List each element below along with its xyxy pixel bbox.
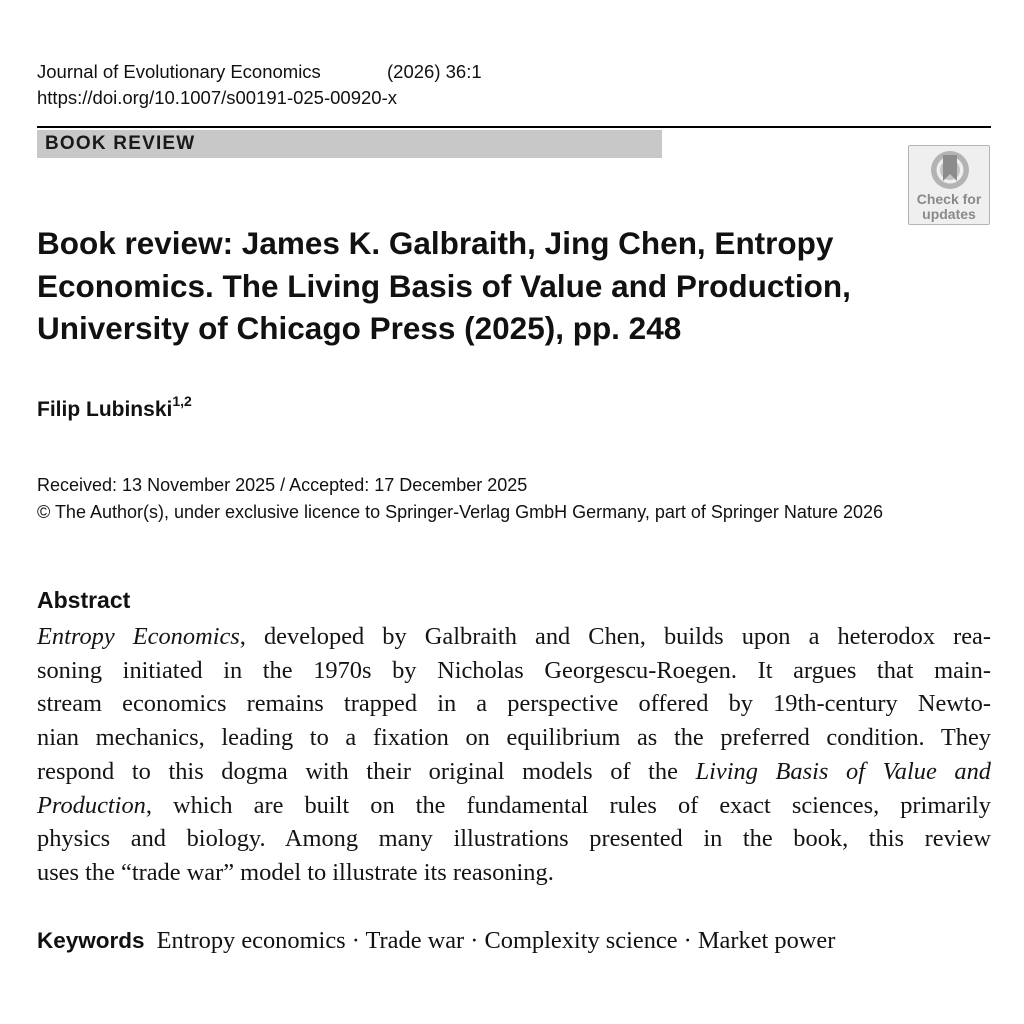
abstract-text: soning initiated in the 1970s by Nicholas Georgescu-Roegen. It argues that main- <box>37 656 991 684</box>
abstract-line <box>37 620 991 654</box>
abstract-text: physics and biology. Among many illustrations presented in the book, this review <box>37 825 991 853</box>
abstract-text: stream economics remains trapped in a perspective offered by 19th-century Newto- <box>37 690 991 718</box>
abstract-text: uses the “trade war” model to illustrate its reasoning. <box>37 858 554 886</box>
keywords-list: Entropy economics · Trade war · Complexity science · Market power <box>156 927 836 954</box>
abstract-body <box>37 620 991 890</box>
abstract-italic-text: Entropy Economics <box>37 623 240 650</box>
abstract-line <box>37 687 991 721</box>
abstract-line <box>37 789 991 823</box>
abstract-text: , which are built on the fundamental rules of exact sciences, primarily <box>145 791 991 819</box>
check-for-updates-badge[interactable] <box>908 145 990 225</box>
check-for-updates-line1: Check for <box>916 191 982 207</box>
abstract-line <box>37 654 991 688</box>
check-for-updates-line2: updates <box>922 206 976 222</box>
author-affiliations: 1,2 <box>172 393 192 409</box>
article-title <box>37 222 897 350</box>
keywords <box>37 924 835 958</box>
journal-header <box>37 59 482 111</box>
author-name: Filip Lubinski <box>37 398 173 421</box>
abstract-italic-text: Living Basis of Value and <box>695 757 991 785</box>
copyright-notice: © The Author(s), under exclusive licence to Springer-Verlag GmbH Germany, part of Springer Nature 2026 <box>37 502 883 522</box>
section-band <box>37 130 662 158</box>
abstract-text: , developed by Galbraith and Chen, builds upon a heterodox rea- <box>239 623 992 650</box>
header-rule <box>37 126 991 128</box>
received-accepted-dates: Received: 13 November 2025 / Accepted: 17 December 2025 <box>37 475 528 495</box>
journal-citation: (2026) 36:1 <box>387 61 482 82</box>
crossmark-icon <box>929 149 971 191</box>
abstract-line <box>37 721 991 755</box>
abstract-line <box>37 755 991 789</box>
abstract-text: nian mechanics, leading to a fixation on equilibrium as the preferred condition. They <box>37 724 991 752</box>
title-line: University of Chicago Press (2025), pp. 248 <box>37 310 682 346</box>
journal-name: Journal of Evolutionary Economics <box>37 61 321 82</box>
section-label: BOOK REVIEW <box>45 133 196 154</box>
keywords-label: Keywords <box>37 928 145 953</box>
title-line: Book review: James K. Galbraith, Jing Chen, Entropy <box>37 225 834 261</box>
abstract-text: respond to this dogma with their original models of the <box>37 757 696 785</box>
abstract-italic-text: Production <box>37 791 146 819</box>
abstract-line <box>37 856 991 890</box>
abstract-heading: Abstract <box>37 587 131 613</box>
author <box>37 395 192 422</box>
doi-link[interactable]: https://doi.org/10.1007/s00191-025-00920-x <box>37 87 397 108</box>
check-for-updates-label <box>909 192 989 222</box>
article-dates <box>37 472 883 526</box>
title-line: Economics. The Living Basis of Value and Production, <box>37 267 851 304</box>
abstract-line <box>37 822 991 856</box>
